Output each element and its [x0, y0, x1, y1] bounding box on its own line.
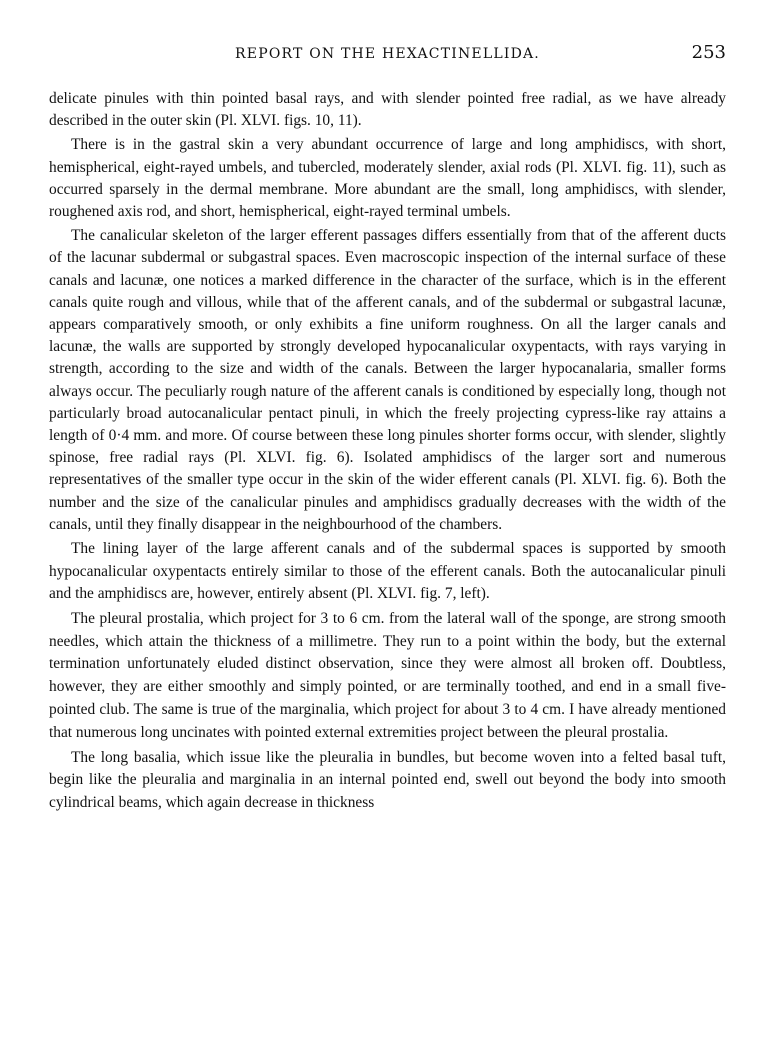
- paragraph-4: The lining layer of the large afferent canals and of the subdermal spaces is supported by smooth hypocanalicular oxypentacts entirely similar to those of the efferent canals. Both the autocanalicular pinuli and the amphidiscs are, however, entirely absent (Pl. XLVI. fig. 7, left).: [49, 540, 726, 603]
- page-header: [49, 42, 726, 68]
- paragraph-3: The canalicular skeleton of the larger efferent passages differs essentially from that of the afferent ducts of the lacunar subdermal or subgastral spaces. Even macroscopic inspection of the internal surface of these canals and lacunæ, one notices a marked difference in the character of the surface, which is in the efferent canals quite rough and villous, while that of the afferent canals, and of the subdermal or subgastral lacunæ, appears comparatively smooth, or only exhibits a fine uniform roughness. On all the larger canals and lacunæ, the walls are supported by strongly developed hypocanalicular oxypentacts, with rays varying in strength, according to the size and width of the canals. Between the larger hypocanalaria, smaller forms always occur. The peculiarly rough nature of the afferent canals is conditioned by especially long, though not particularly broad autocanalicular pentact pinuli, in which the freely projecting cypress-like ray attains a length of 0·4 mm. and more. Of course between these long pinules shorter forms occur, with slender, slightly spinose, free radial rays (Pl. XLVI. fig. 6). Isolated amphidiscs of the larger sort and numerous representatives of the smaller type occur in the skin of the wider efferent canals (Pl. XLVI. fig. 6). Both the number and the size of the canalicular pinules and amphidiscs gradually decreases with the width of the canals, until they finally disappear in the neighbourhood of the chambers.: [49, 227, 726, 533]
- running-title: REPORT ON THE HEXACTINELLIDA.: [235, 46, 540, 62]
- page-number: 253: [691, 42, 726, 63]
- paragraph-6: The long basalia, which issue like the pleuralia in bundles, but become woven into a felted basal tuft, begin like the pleuralia and marginalia in an internal pointed end, swell out beyond the body into smooth cylindrical beams, which again decrease in thickness: [49, 748, 726, 812]
- paragraph-5: The pleural prostalia, which project for 3 to 6 cm. from the lateral wall of the sponge, are strong smooth needles, which attain the thickness of a millimetre. They run to a point within the body, but the external termination unfortunately eluded distinct observation, since they were almost all broken off. Doubtless, however, they are either smoothly and simply pointed, or are terminally toothed, and end in a small five-pointed club. The same is true of the marginalia, which project for about 3 to 4 cm. I have already mentioned that numerous long uncinates with pointed external extremities project between the pleural prostalia.: [49, 609, 726, 741]
- paragraph-2: There is in the gastral skin a very abundant occurrence of large and long amphidiscs, with short, hemispherical, eight-rayed umbels, and tubercled, moderately slender, axial rods (Pl. XLVI. fig. 11), such as occurred sparsely in the dermal membrane. More abundant are the small, long amphidiscs, with slender, roughened axis rod, and short, hemispherical, eight-rayed terminal umbels.: [49, 136, 726, 221]
- body-text: [49, 88, 726, 817]
- paragraph-1: delicate pinules with thin pointed basal rays, and with slender pointed free radial, as we have already described in the outer skin (Pl. XLVI. figs. 10, 11).: [49, 90, 726, 130]
